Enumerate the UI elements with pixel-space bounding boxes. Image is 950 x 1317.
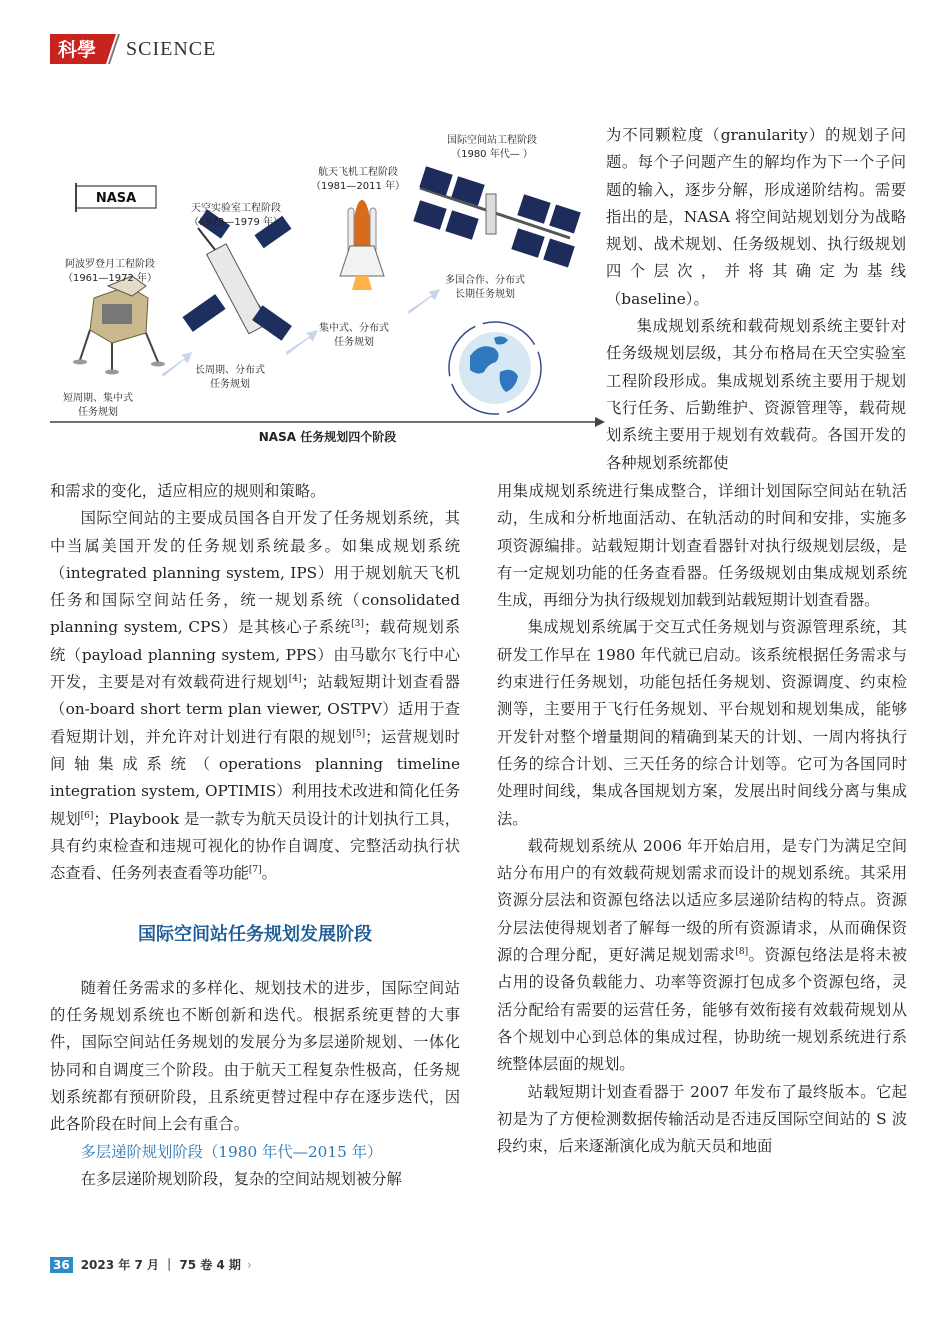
citation: [8] (735, 946, 749, 957)
paragraph: 载荷规划系统从 2006 年开始启用，是专门为满足空间站分布用户的有效载荷规划需求而设计的规划系统。其采用资源分层法和资源包络法以适应多层递阶结构的特点。资源分层法使得规划者了解每一级的所有资源请求，从而确保资源的合理分配，更好满足规划需求[8]。资源包络法是将未被占用的设备负载能力、功率等资源打包成多个资源包络，灵活分配给有需要的运营任务，能够有效衔接有效载荷规划从各个规划中心到总体的集成过程，协助统一规划系统进行系统整体层面的规划。 (497, 836, 907, 1074)
stage1-mode: 短周期、集中式 任务规划 (63, 393, 133, 418)
paragraph: 用集成规划系统进行集成整合，详细计划国际空间站在轨活动，生成和分析地面活动、在轨活动的时间和安排，实施多项资源编排。站载短期计划查看器针对执行级规划层级，是有一定规划功能的任务查看器。任务级规划由集成规划系统生成，再细分为执行级规划加载到站载短期计划查看器。 (497, 482, 907, 610)
sub-heading: 多层递阶规划阶段（1980 年代—2015 年） (80, 1142, 383, 1161)
citation: [7] (248, 865, 262, 876)
paragraph: 国际空间站的主要成员国各自开发了任务规划系统，其中当属美国开发的任务规划系统最多。如集成规划系统（integrated planning system, IPS）用于规划航天飞机任务和国际空间站任务，统一规划系统（consolidated planning system, CPS）是其核心子系统[3]；载荷规划系统（payload planning system, PPS）由马歇尔飞行中心开发，主要是对有效载荷进行规划[4]；站载短期计划查看器（on-board short term plan viewer, OSTPV）适用于查看短期计划，并允许对计划进行有限的规划[5]；运营规划时间轴集成系统（operations planning timeline integration system, OPTIMIS）利用技术改进和简化任务规划[6]；Playbook 是一款专为航天员设计的计划执行工具，具有约束检查和违规可视化的协作自调度、完整活动执行状态查看、任务列表查看等功能[7]。 (50, 509, 460, 883)
stage3-mode: 集中式、分布式 任务规划 (319, 323, 389, 348)
page-header (50, 34, 216, 64)
nasa-flag-icon (72, 180, 160, 214)
stage4-title: 国际空间站工程阶段 （1980 年代— ） (447, 135, 537, 160)
lunar-module-icon (73, 276, 165, 375)
stage2-title: 天空实验室工程阶段 （1973—1979 年） (188, 203, 284, 228)
iss-icon (413, 166, 580, 267)
svg-text:科學: 科學 (58, 39, 97, 61)
page-number: 36 (50, 1257, 73, 1273)
stage2-mode: 长周期、分布式 任务规划 (195, 365, 265, 390)
next-arrow-icon: › (246, 1257, 252, 1272)
earth-globe-icon (449, 322, 541, 414)
right-column-top (606, 122, 906, 477)
section-heading: 国际空间站任务规划发展阶段 (138, 924, 372, 946)
figure-caption: NASA 任务规划四个阶段 (258, 430, 397, 444)
nasa-stages-figure (50, 128, 605, 450)
page-footer (50, 1256, 252, 1273)
svg-text:NASA: NASA (95, 191, 137, 206)
paragraph: 为不同颗粒度（granularity）的规划子问题。每个子问题产生的解均作为下一个子问题的输入，逐步分解，形成递阶结构。需要指出的是，NASA 将空间站规划划分为战略规划、战术规划、任务级规划、执行级规划四个层次，并将其确定为基线（baseline）。 (606, 126, 906, 308)
citation: [5] (352, 728, 366, 739)
stage3-title: 航天飞机工程阶段 （1981—2011 年） (310, 167, 406, 192)
issue-info: 2023 年 7 月 ｜ 75 卷 4 期 (80, 1258, 241, 1272)
left-column (50, 478, 460, 1193)
paragraph: 和需求的变化，适应相应的规则和策略。 (50, 482, 326, 500)
section-title: SCIENCE (126, 37, 217, 60)
citation: [4] (288, 673, 302, 684)
paragraph: 随着任务需求的多样化、规划技术的进步，国际空间站的任务规划系统也不断创新和迭代。根据系统更替的大事件，国际空间站任务规划的发展分为多层递阶规划、一体化协同和自调度三个阶段。由于航天工程复杂性极高，任务规划系统都有预研阶段，且系统更替过程中存在逐步迭代，因此各阶段在时间上会有重合。 (50, 978, 460, 1134)
stage1-title: 阿波罗登月工程阶段 （1961—1972 年） (62, 259, 158, 284)
paragraph: 集成规划系统属于交互式任务规划与资源管理系统，其研发工作早在 1980 年代就已启动。该系统根据任务需求与约束进行任务规划，功能包括任务规划、资源调度、约束检测等，主要用于飞行任务规划、平台规划和规划集成，能够开发针对整个增量期间的精确到某天的计划、一周内将执行任务的综合计划、三天任务的综合计划等。它可为各国同时处理时间线，集成各国规划方案，发展出时间线分离与集成法。 (497, 618, 907, 828)
stage4-mode: 多国合作、分布式 长期任务规划 (445, 275, 525, 300)
citation: [6] (80, 810, 94, 821)
right-column (497, 478, 907, 1160)
paragraph: 在多层递阶规划阶段，复杂的空间站规划被分解 (80, 1169, 402, 1188)
citation: [3] (351, 619, 364, 630)
paragraph: 集成规划系统和载荷规划系统主要针对任务级规划层级，其分布格局在天空实验室工程阶段形成。集成规划系统主要用于规划飞行任务、后勤维护、资源管理等，载荷规划系统主要用于规划有效载荷。各国开发的各种规划系统都使 (606, 317, 906, 472)
paragraph: 站载短期计划查看器于 2007 年发布了最终版本。它起初是为了方便检测数据传输活动是否违反国际空间站的 S 波段约束，后来逐渐演化成为航天员和地面 (497, 1082, 907, 1156)
space-shuttle-icon (340, 200, 384, 290)
magazine-logo (50, 34, 120, 64)
